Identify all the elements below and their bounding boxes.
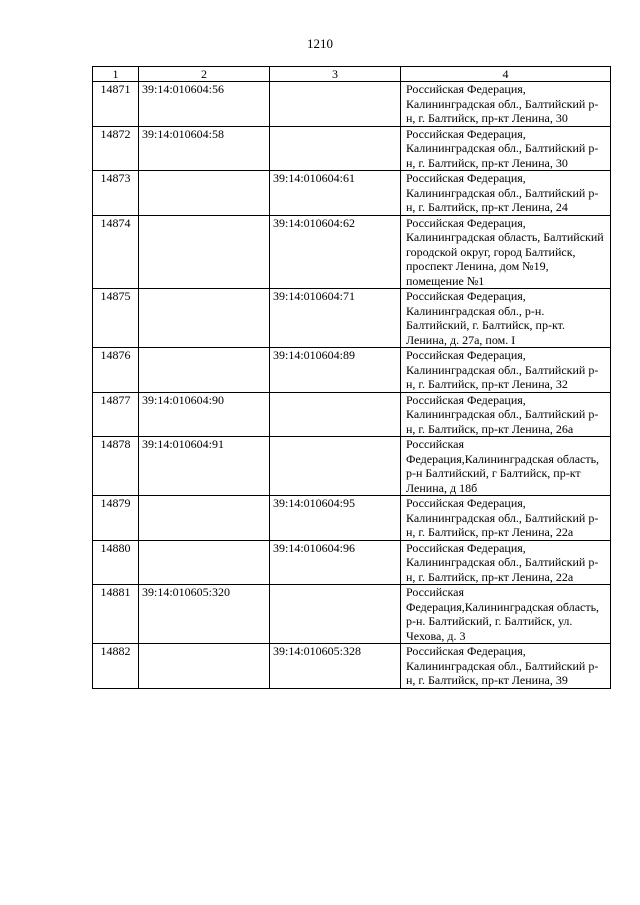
related-cadastral-number-cell: 39:14:010604:71 [270, 289, 401, 348]
address-cell: Российская Федерация, Калининградская обл., Балтийский р-н, г. Балтийск, пр-кт Ленина, 22а [401, 496, 611, 541]
row-number-cell: 14879 [93, 496, 139, 541]
cadastral-number-cell [139, 644, 270, 689]
related-cadastral-number-cell: 39:14:010604:62 [270, 215, 401, 289]
table-row [93, 392, 611, 437]
row-number-cell: 14878 [93, 437, 139, 496]
table-row [93, 585, 611, 644]
cadastral-number-cell: 39:14:010604:56 [139, 82, 270, 127]
related-cadastral-number-cell [270, 585, 401, 644]
related-cadastral-number-cell: 39:14:010605:328 [270, 644, 401, 689]
table-row [93, 348, 611, 393]
address-cell: Российская Федерация, Калининградская обл., р-н. Балтийский, г. Балтийск, пр-кт. Ленина, д. 27а, пом. I [401, 289, 611, 348]
cadastral-number-cell [139, 289, 270, 348]
page-number: 1210 [307, 36, 333, 51]
column-header-4: 4 [401, 67, 611, 82]
table-header-row [93, 67, 611, 82]
row-number-cell: 14881 [93, 585, 139, 644]
table-body [93, 82, 611, 689]
address-cell: Российская Федерация, Калининградская обл., Балтийский р-н, г. Балтийск, пр-кт Ленина, 32 [401, 348, 611, 393]
table-row [93, 171, 611, 216]
column-header-1: 1 [93, 67, 139, 82]
related-cadastral-number-cell: 39:14:010604:96 [270, 540, 401, 585]
related-cadastral-number-cell [270, 82, 401, 127]
table-row [93, 540, 611, 585]
row-number-cell: 14874 [93, 215, 139, 289]
row-number-cell: 14880 [93, 540, 139, 585]
related-cadastral-number-cell: 39:14:010604:61 [270, 171, 401, 216]
table-row [93, 82, 611, 127]
row-number-cell: 14882 [93, 644, 139, 689]
row-number-cell: 14871 [93, 82, 139, 127]
cadastral-number-cell [139, 540, 270, 585]
row-number-cell: 14877 [93, 392, 139, 437]
address-cell: Российская Федерация,Калининградская область, р-н. Балтийский, г. Балтийск, ул. Чехова, д. 3 [401, 585, 611, 644]
registry-table [92, 66, 611, 689]
address-cell: Российская Федерация, Калининградская обл., Балтийский р-н, г. Балтийск, пр-кт Ленина, 30 [401, 82, 611, 127]
related-cadastral-number-cell [270, 126, 401, 171]
column-header-2: 2 [139, 67, 270, 82]
cadastral-number-cell [139, 496, 270, 541]
related-cadastral-number-cell: 39:14:010604:89 [270, 348, 401, 393]
cadastral-number-cell: 39:14:010604:58 [139, 126, 270, 171]
cadastral-number-cell: 39:14:010604:91 [139, 437, 270, 496]
address-cell: Российская Федерация, Калининградская обл., Балтийский р-н, г. Балтийск, пр-кт Ленина, 24 [401, 171, 611, 216]
cadastral-number-cell: 39:14:010605:320 [139, 585, 270, 644]
cadastral-number-cell: 39:14:010604:90 [139, 392, 270, 437]
address-cell: Российская Федерация,Калининградская область, р-н Балтийский, г Балтийск, пр-кт Ленина, д 18б [401, 437, 611, 496]
table-row [93, 644, 611, 689]
cadastral-number-cell [139, 215, 270, 289]
related-cadastral-number-cell [270, 392, 401, 437]
row-number-cell: 14875 [93, 289, 139, 348]
row-number-cell: 14873 [93, 171, 139, 216]
address-cell: Российская Федерация, Калининградская область, Балтийский городской округ, город Балтийск, проспект Ленина, дом №19, помещение №1 [401, 215, 611, 289]
cadastral-number-cell [139, 348, 270, 393]
table-row [93, 496, 611, 541]
row-number-cell: 14876 [93, 348, 139, 393]
table-row [93, 289, 611, 348]
address-cell: Российская Федерация, Калининградская обл., Балтийский р-н, г. Балтийск, пр-кт Ленина, 30 [401, 126, 611, 171]
table-row [93, 215, 611, 289]
address-cell: Российская Федерация, Калининградская обл., Балтийский р-н, г. Балтийск, пр-кт Ленина, 22а [401, 540, 611, 585]
address-cell: Российская Федерация, Калининградская обл., Балтийский р-н, г. Балтийск, пр-кт Ленина, 26а [401, 392, 611, 437]
column-header-3: 3 [270, 67, 401, 82]
related-cadastral-number-cell [270, 437, 401, 496]
related-cadastral-number-cell: 39:14:010604:95 [270, 496, 401, 541]
cadastral-number-cell [139, 171, 270, 216]
table-row [93, 126, 611, 171]
table-row [93, 437, 611, 496]
row-number-cell: 14872 [93, 126, 139, 171]
address-cell: Российская Федерация, Калининградская обл., Балтийский р-н, г. Балтийск, пр-кт Ленина, 39 [401, 644, 611, 689]
